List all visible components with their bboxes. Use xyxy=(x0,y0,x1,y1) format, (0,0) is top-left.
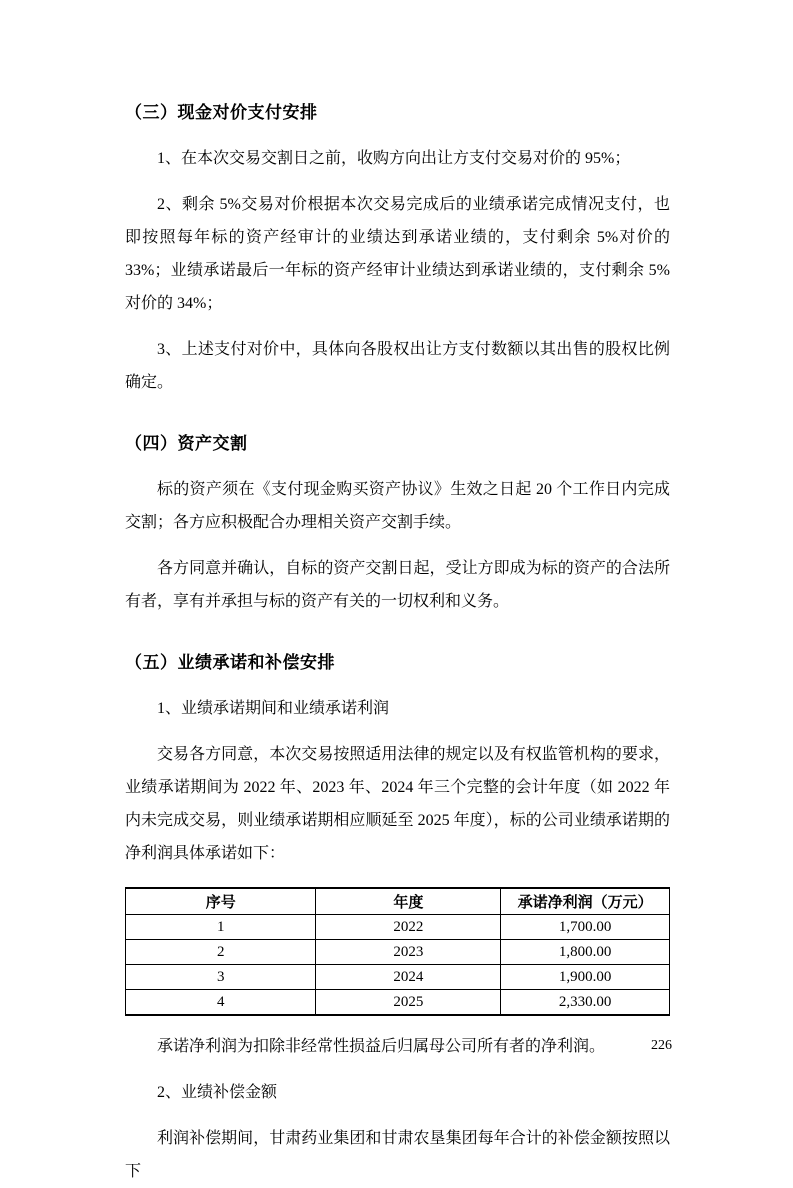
page-number: 226 xyxy=(651,1038,672,1053)
col-header-year: 年度 xyxy=(316,888,501,915)
table-row xyxy=(126,940,670,965)
paragraph-payment-item-1: 1、在本次交易交割日之前，收购方向出让方支付交易对价的 95%； xyxy=(157,150,631,167)
cell-profit: 1,800.00 xyxy=(501,940,670,965)
paragraph-payment-item-2: 2、剩余 5%交易对价根据本次交易完成后的业绩承诺完成情况支付，也即按照每年标的资产经审计的业绩达到承诺业绩的，支付剩余 5%对价的 33%；业绩承诺最后一年标的资产经审计业绩达到承诺业绩的，支付剩余 5%对价的 34%； xyxy=(125,196,670,312)
table-header-row xyxy=(126,888,670,915)
cell-profit: 1,700.00 xyxy=(501,915,670,940)
paragraph-commitment-intro: 交易各方同意，本次交易按照适用法律的规定以及有权监管机构的要求，业绩承诺期间为 2022 年、2023 年、2024 年三个完整的会计年度（如 2022 年内未完成交易，则业绩承诺期相应顺延至 2025 年度），标的公司业绩承诺期的净利润具体承诺如下： xyxy=(125,746,670,862)
paragraph-delivery-2: 各方同意并确认，自标的资产交割日起，受让方即成为标的资产的合法所有者，享有并承担与标的资产有关的一切权利和义务。 xyxy=(125,560,670,610)
paragraph-net-profit-note: 承诺净利润为扣除非经常性损益后归属母公司所有者的净利润。 xyxy=(157,1038,606,1055)
cell-index: 3 xyxy=(126,965,316,990)
section-performance-commitment xyxy=(125,646,670,1188)
subheading-commitment-period: 1、业绩承诺期间和业绩承诺利润 xyxy=(157,700,390,717)
cell-index: 2 xyxy=(126,940,316,965)
table-row xyxy=(126,965,670,990)
section-heading-cash-payment: （三）现金对价支付安排 xyxy=(125,103,318,122)
section-asset-delivery xyxy=(125,427,670,618)
subheading-compensation-amount: 2、业绩补偿金额 xyxy=(157,1084,278,1101)
cell-year: 2024 xyxy=(316,965,501,990)
cell-year: 2025 xyxy=(316,990,501,1016)
table-row xyxy=(126,915,670,940)
cell-index: 1 xyxy=(126,915,316,940)
profit-commitment-table xyxy=(125,887,670,1016)
cell-profit: 1,900.00 xyxy=(501,965,670,990)
col-header-index: 序号 xyxy=(126,888,316,915)
cell-year: 2023 xyxy=(316,940,501,965)
col-header-profit: 承诺净利润（万元） xyxy=(501,888,670,915)
section-cash-payment xyxy=(125,96,670,399)
table-row xyxy=(126,990,670,1016)
section-heading-asset-delivery: （四）资产交割 xyxy=(125,434,248,453)
cell-profit: 2,330.00 xyxy=(501,990,670,1016)
section-heading-performance-commitment: （五）业绩承诺和补偿安排 xyxy=(125,653,335,672)
paragraph-compensation-intro: 利润补偿期间，甘肃药业集团和甘肃农垦集团每年合计的补偿金额按照以下 xyxy=(125,1130,670,1180)
cell-year: 2022 xyxy=(316,915,501,940)
cell-index: 4 xyxy=(126,990,316,1016)
paragraph-delivery-1: 标的资产须在《支付现金购买资产协议》生效之日起 20 个工作日内完成交割；各方应积极配合办理相关资产交割手续。 xyxy=(125,481,670,531)
paragraph-payment-item-3: 3、上述支付对价中，具体向各股权出让方支付数额以其出售的股权比例确定。 xyxy=(125,341,670,391)
